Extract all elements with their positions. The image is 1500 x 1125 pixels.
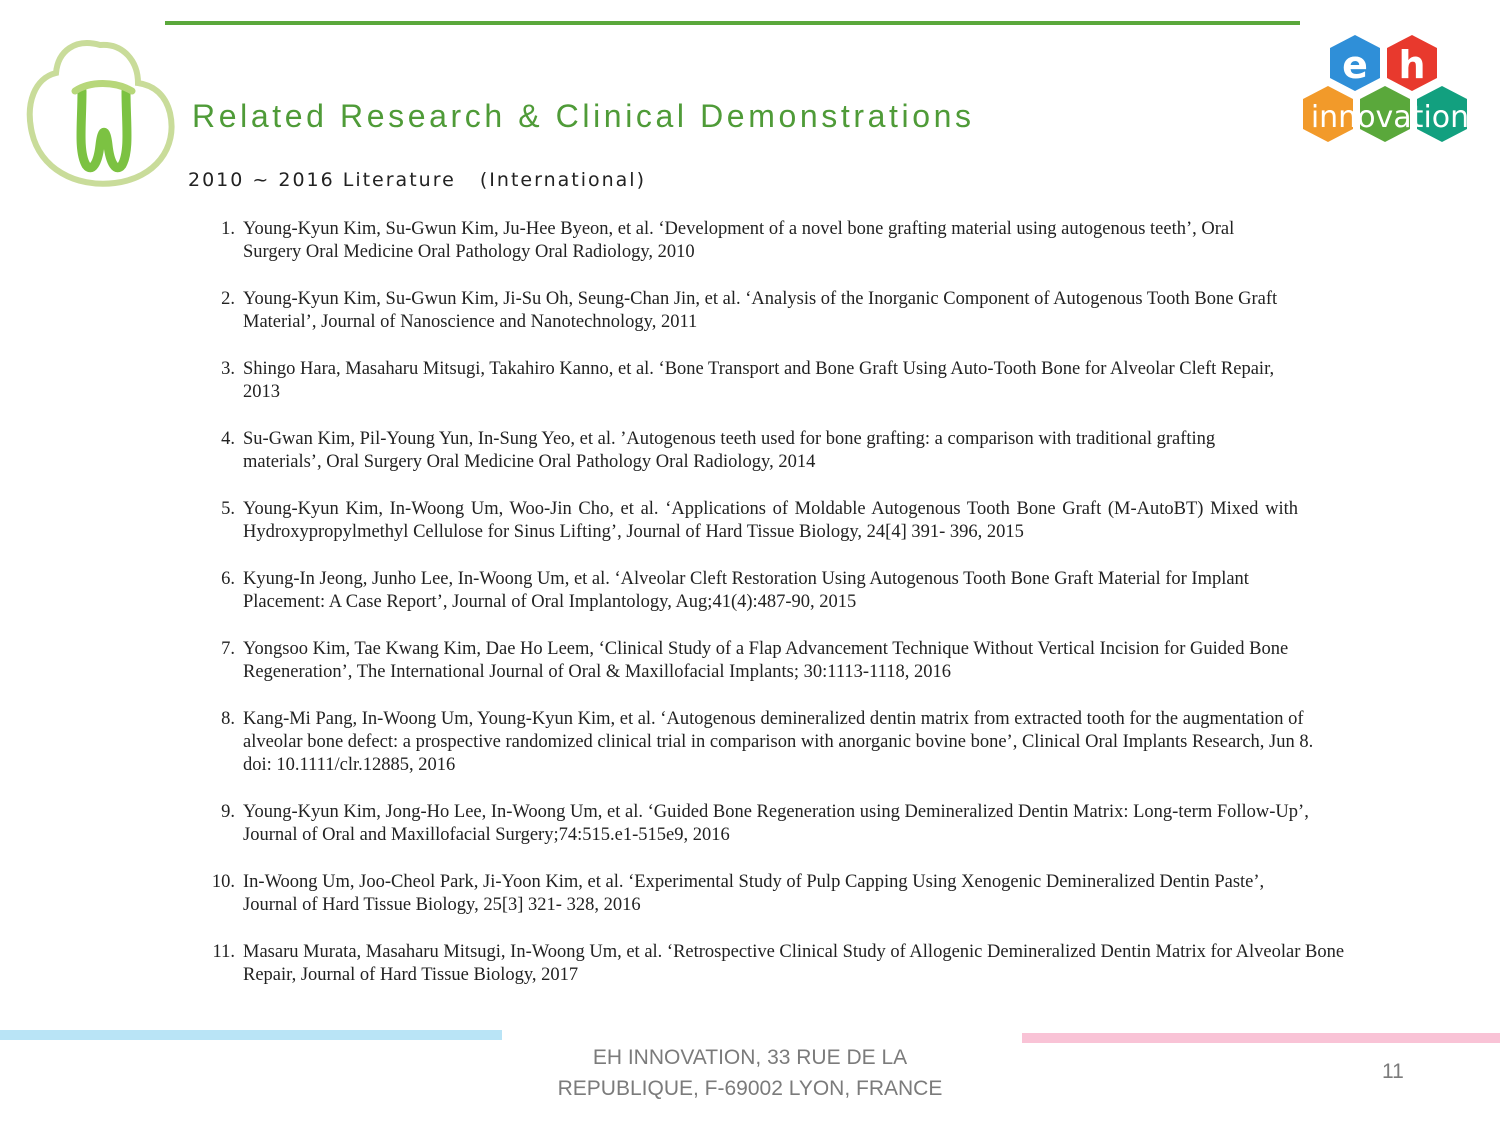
reference-number: 4. [221, 429, 235, 449]
reference-list [205, 218, 1365, 1011]
reference-number: 2. [221, 289, 235, 309]
svg-text:h: h [1398, 43, 1426, 87]
section-subtitle: 2010 ~ 2016 Literature (International) [188, 169, 646, 191]
reference-number: 11. [212, 942, 235, 962]
reference-text: Kang-Mi Pang, In-Woong Um, Young-Kyun Kim, et al. ‘Autogenous demineralized dentin matrix from extracted tooth for the augmentation of alveolar bone defect: a prospective randomized clinical trial in comparison with anorganic bovine bone’, Clinical Oral Implants Research, Jun 8. doi: 10.1111/clr.12885, 2016 [243, 709, 1314, 775]
reference-number: 9. [221, 802, 235, 822]
reference-item [205, 941, 1365, 987]
eh-innovation-logo [1300, 30, 1480, 155]
reference-item [205, 708, 1365, 777]
reference-number: 6. [221, 569, 235, 589]
reference-text: Young-Kyun Kim, In-Woong Um, Woo-Jin Cho, et al. ‘Applications of Moldable Autogenous Tooth Bone Graft (M-AutoBT) Mixed with Hydroxypropylmethyl Cellulose for Sinus Lifting’, Journal of Hard Tissue Biology, 24[4] 391- 396, 2015 [243, 499, 1298, 542]
page-title: Related Research & Clinical Demonstrations [192, 98, 975, 134]
reference-text: Masaru Murata, Masaharu Mitsugi, In-Woong Um, et al. ‘Retrospective Clinical Study of Allogenic Demineralized Dentin Matrix for Alveolar Bone Repair, Journal of Hard Tissue Biology, 2017 [243, 942, 1345, 985]
address-line-2: REPUBLIQUE, F-69002 LYON, FRANCE [557, 1077, 943, 1100]
reference-item [205, 358, 1365, 404]
reference-text: Young-Kyun Kim, Su-Gwun Kim, Ju-Hee Byeon, et al. ‘Development of a novel bone grafting material using autogenous teeth’, Oral Surgery Oral Medicine Oral Pathology Oral Radiology, 2010 [243, 219, 1235, 262]
reference-number: 8. [221, 709, 235, 729]
reference-number: 7. [221, 639, 235, 659]
reference-number: 1. [221, 219, 235, 239]
top-divider-line [165, 21, 1300, 25]
svg-text:e: e [1342, 43, 1368, 87]
reference-number: 10. [211, 872, 235, 892]
reference-text: Young-Kyun Kim, Su-Gwun Kim, Ji-Su Oh, Seung-Chan Jin, et al. ‘Analysis of the Inorganic Component of Autogenous Tooth Bone Graft Material’, Journal of Nanoscience and Nanotechnology, 2011 [243, 289, 1278, 332]
reference-item [205, 288, 1365, 334]
reference-text: Su-Gwan Kim, Pil-Young Yun, In-Sung Yeo, et al. ’Autogenous teeth used for bone grafting: a comparison with traditional grafting materials’, Oral Surgery Oral Medicine Oral Pathology Oral Radiology, 2014 [243, 429, 1216, 472]
page-number: 11 [1382, 1060, 1404, 1083]
reference-text: In-Woong Um, Joo-Cheol Park, Ji-Yoon Kim, et al. ‘Experimental Study of Pulp Capping Using Xenogenic Demineralized Dentin Paste’, Journal of Hard Tissue Biology, 25[3] 321- 328, 2016 [243, 872, 1265, 915]
reference-item [205, 638, 1365, 684]
address-line-1: EH INNOVATION, 33 RUE DE LA [592, 1046, 908, 1069]
reference-text: Shingo Hara, Masaharu Mitsugi, Takahiro Kanno, et al. ‘Bone Transport and Bone Graft Using Auto-Tooth Bone for Alveolar Cleft Repair, 2013 [243, 359, 1275, 402]
reference-item [205, 428, 1365, 474]
reference-text: Kyung-In Jeong, Junho Lee, In-Woong Um, et al. ‘Alveolar Cleft Restoration Using Autogenous Tooth Bone Graft Material for Implant Placement: A Case Report’, Journal of Oral Implantology, Aug;41(4):487-90, 2015 [243, 569, 1249, 612]
reference-item [205, 871, 1365, 917]
footer-bar-blue [0, 1030, 502, 1040]
reference-item [205, 801, 1365, 847]
reference-number: 5. [221, 499, 235, 519]
footer-bar-pink [1022, 1033, 1500, 1043]
reference-item [205, 568, 1365, 614]
svg-text:innovation: innovation [1310, 100, 1470, 135]
reference-item [205, 218, 1365, 264]
footer-address [500, 1042, 1000, 1104]
tooth-logo-icon [20, 33, 180, 193]
reference-text: Young-Kyun Kim, Jong-Ho Lee, In-Woong Um, et al. ‘Guided Bone Regeneration using Demineralized Dentin Matrix: Long-term Follow-Up’, Journal of Oral and Maxillofacial Surgery;74:515.e1-515e9, 2016 [243, 802, 1309, 845]
reference-text: Yongsoo Kim, Tae Kwang Kim, Dae Ho Leem, ‘Clinical Study of a Flap Advancement Technique Without Vertical Incision for Guided Bone Regeneration’, The International Journal of Oral & Maxillofacial Implants; 30:1113-1118, 2016 [243, 639, 1289, 682]
reference-number: 3. [221, 359, 235, 379]
reference-item [205, 498, 1365, 544]
